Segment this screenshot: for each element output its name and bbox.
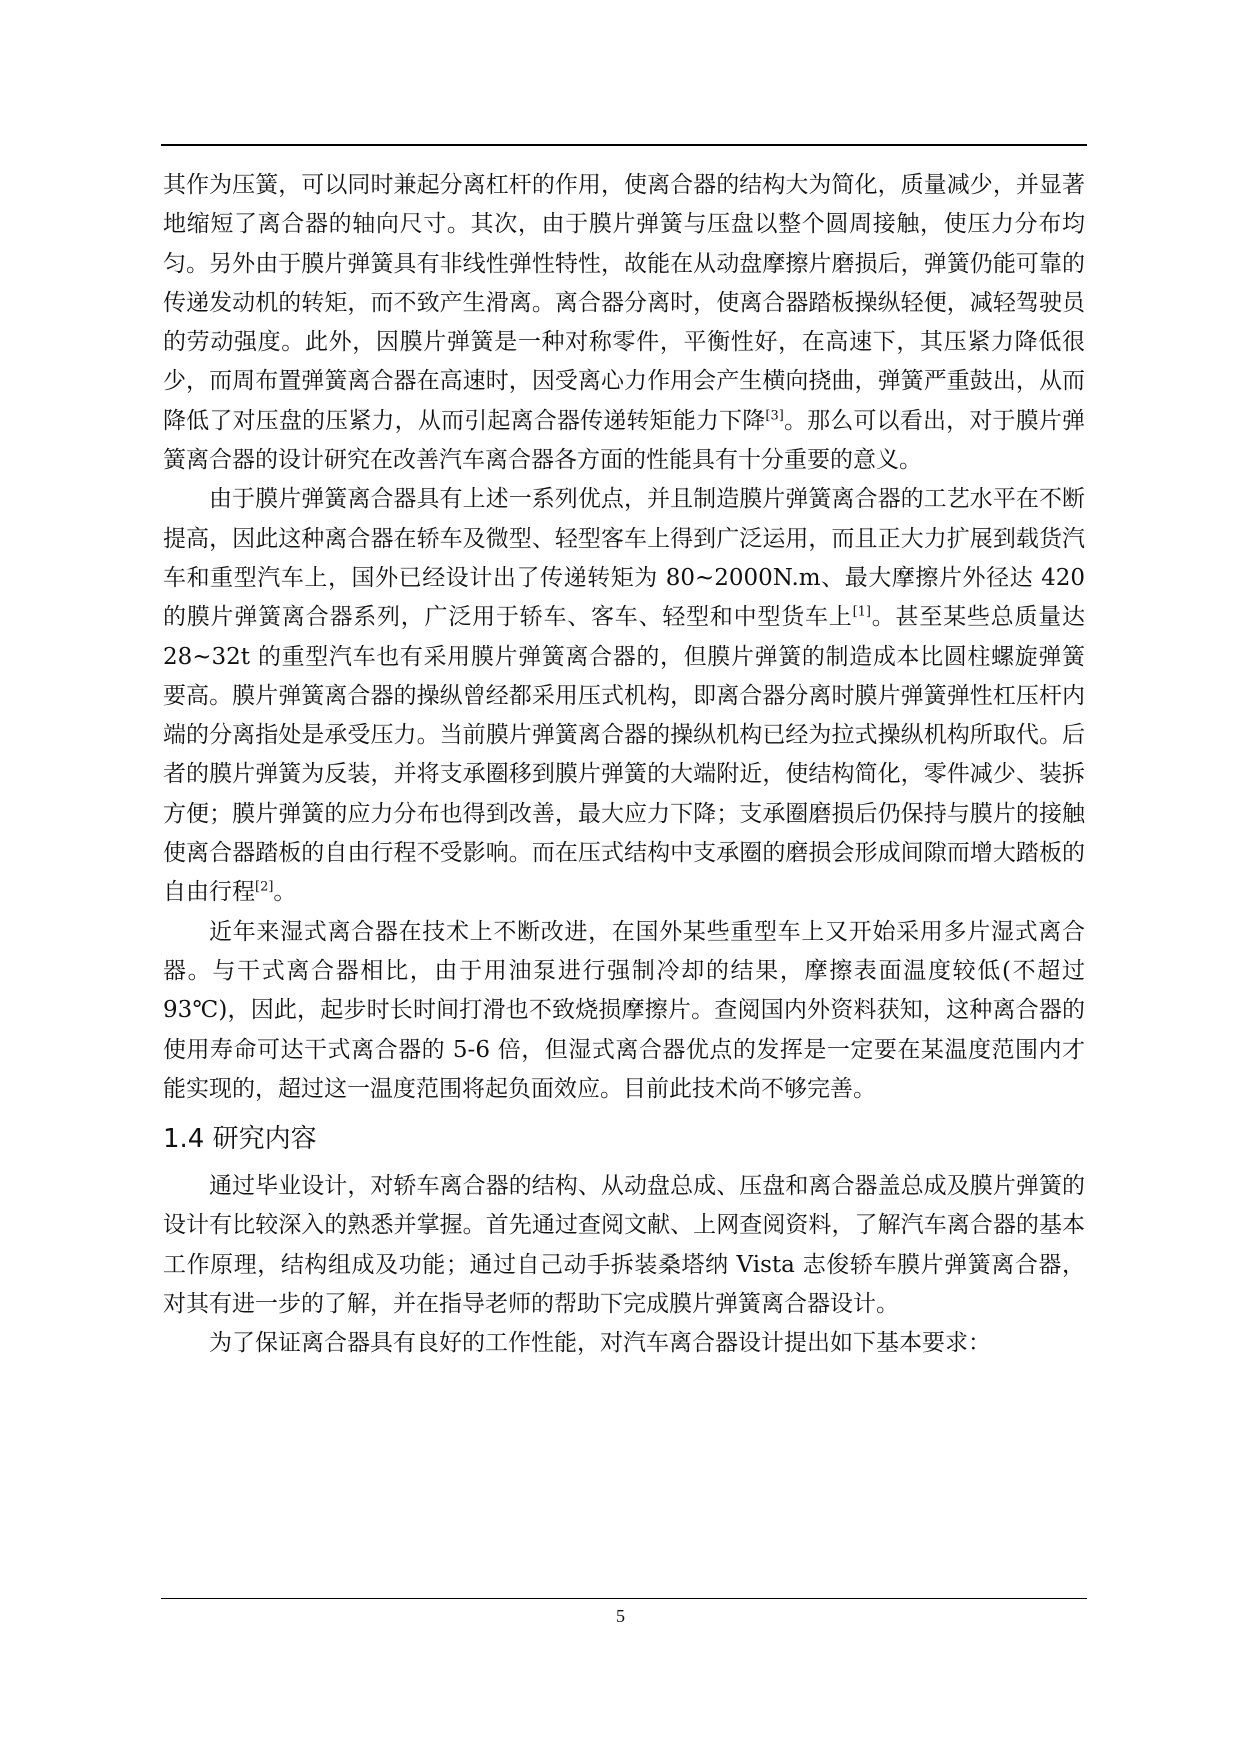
footer-rule [161,1598,1087,1599]
page-body [163,166,1085,1364]
citation-ref: [3] [765,408,784,424]
paragraph-text: 由于膜片弹簧离合器具有上述一系列优点，并且制造膜片弹簧离合器的工艺水平在不断提高，因此这种离合器在轿车及微型、轻型客车上得到广泛运用，而且正大力扩展到载货汽车和重型汽车上，国外已经设计出了传递转矩为 80~2000N.m、最大摩擦片外径达 420 的膜片弹簧离合器系列，广泛用于轿车、客车、轻型和中型货车上 [163,486,1085,631]
section-heading: 1.4 研究内容 [163,1124,317,1155]
citation-ref: [2] [255,879,274,895]
page-number: 5 [616,1606,625,1626]
paragraph-research-content: 通过毕业设计，对轿车离合器的结构、从动盘总成、压盘和离合器盖总成及膜片弹簧的设计有比较深入的熟悉并掌握。首先通过查阅文献、上网查阅资料，了解汽车离合器的基本工作原理，结构组成及功能；通过自己动手拆装桑塔纳 Vista 志俊轿车膜片弹簧离合器，对其有进一步的了解，并在指导老师的帮助下完成膜片弹簧离合器设计。 [163,1173,1085,1318]
paragraph-text: 。 [273,879,297,906]
paragraph-diaphragm-advantages [163,166,1085,480]
citation-ref: [1] [852,604,871,620]
paragraph-basic-requirements: 为了保证离合器具有良好的工作性能，对汽车离合器设计提出如下基本要求： [209,1330,991,1357]
paragraph-text: 其作为压簧，可以同时兼起分离杠杆的作用，使离合器的结构大为简化，质量减少，并显著地缩短了离合器的轴向尺寸。其次，由于膜片弹簧与压盘以整个圆周接触，使压力分布均匀。另外由于膜片弹簧具有非线性弹性特性，故能在从动盘摩擦片磨损后，弹簧仍能可靠的传递发动机的转矩，而不致产生滑离。离合器分离时，使离合器踏板操纵轻便，减轻驾驶员的劳动强度。此外，因膜片弹簧是一种对称零件，平衡性好，在高速下，其压紧力降低很少，而周布置弹簧离合器在高速时，因受离心力作用会产生横向挠曲，弹簧严重鼓出，从而降低了对压盘的压紧力，从而引起离合器传递转矩能力下降 [163,172,1085,434]
header-rule [161,144,1087,146]
paragraph-text: 。甚至某些总质量达 28~32t 的重型汽车也有采用膜片弹簧离合器的，但膜片弹簧的制造成本比圆柱螺旋弹簧要高。膜片弹簧离合器的操纵曾经都采用压式机构，即离合器分离时膜片弹簧弹性杠压杆内端的分离指处是承受压力。当前膜片弹簧离合器的操纵机构已经为拉式操纵机构所取代。后者的膜片弹簧为反装，并将支承圈移到膜片弹簧的大端附近，使结构简化，零件减少、装拆方便；膜片弹簧的应力分布也得到改善，最大应力下降；支承圈磨损后仍保持与膜片的接触使离合器踏板的自由行程不受影响。而在压式结构中支承圈的磨损会形成间隙而增大踏板的自由行程 [163,604,1086,906]
paragraph-wet-clutch: 近年来湿式离合器在技术上不断改进，在国外某些重型车上又开始采用多片湿式离合器。与干式离合器相比，由于用油泵进行强制冷却的结果，摩擦表面温度较低(不超过 93℃)，因此，起步时长时间打滑也不致烧损摩擦片。查阅国内外资料获知，这种离合器的使用寿命可达干式离合器的 5-6 倍，但湿式离合器优点的发挥是一定要在某温度范围内才能实现的，超过这一温度范围将起负面效应。目前此技术尚不够完善。 [163,918,1085,1102]
paragraph-text: 。那么可以看出，对于膜片弹簧离合器的设计研究在改善汽车离合器各方面的性能具有十分重要的意义。 [163,407,1086,474]
paragraph-diaphragm-application [163,480,1085,912]
